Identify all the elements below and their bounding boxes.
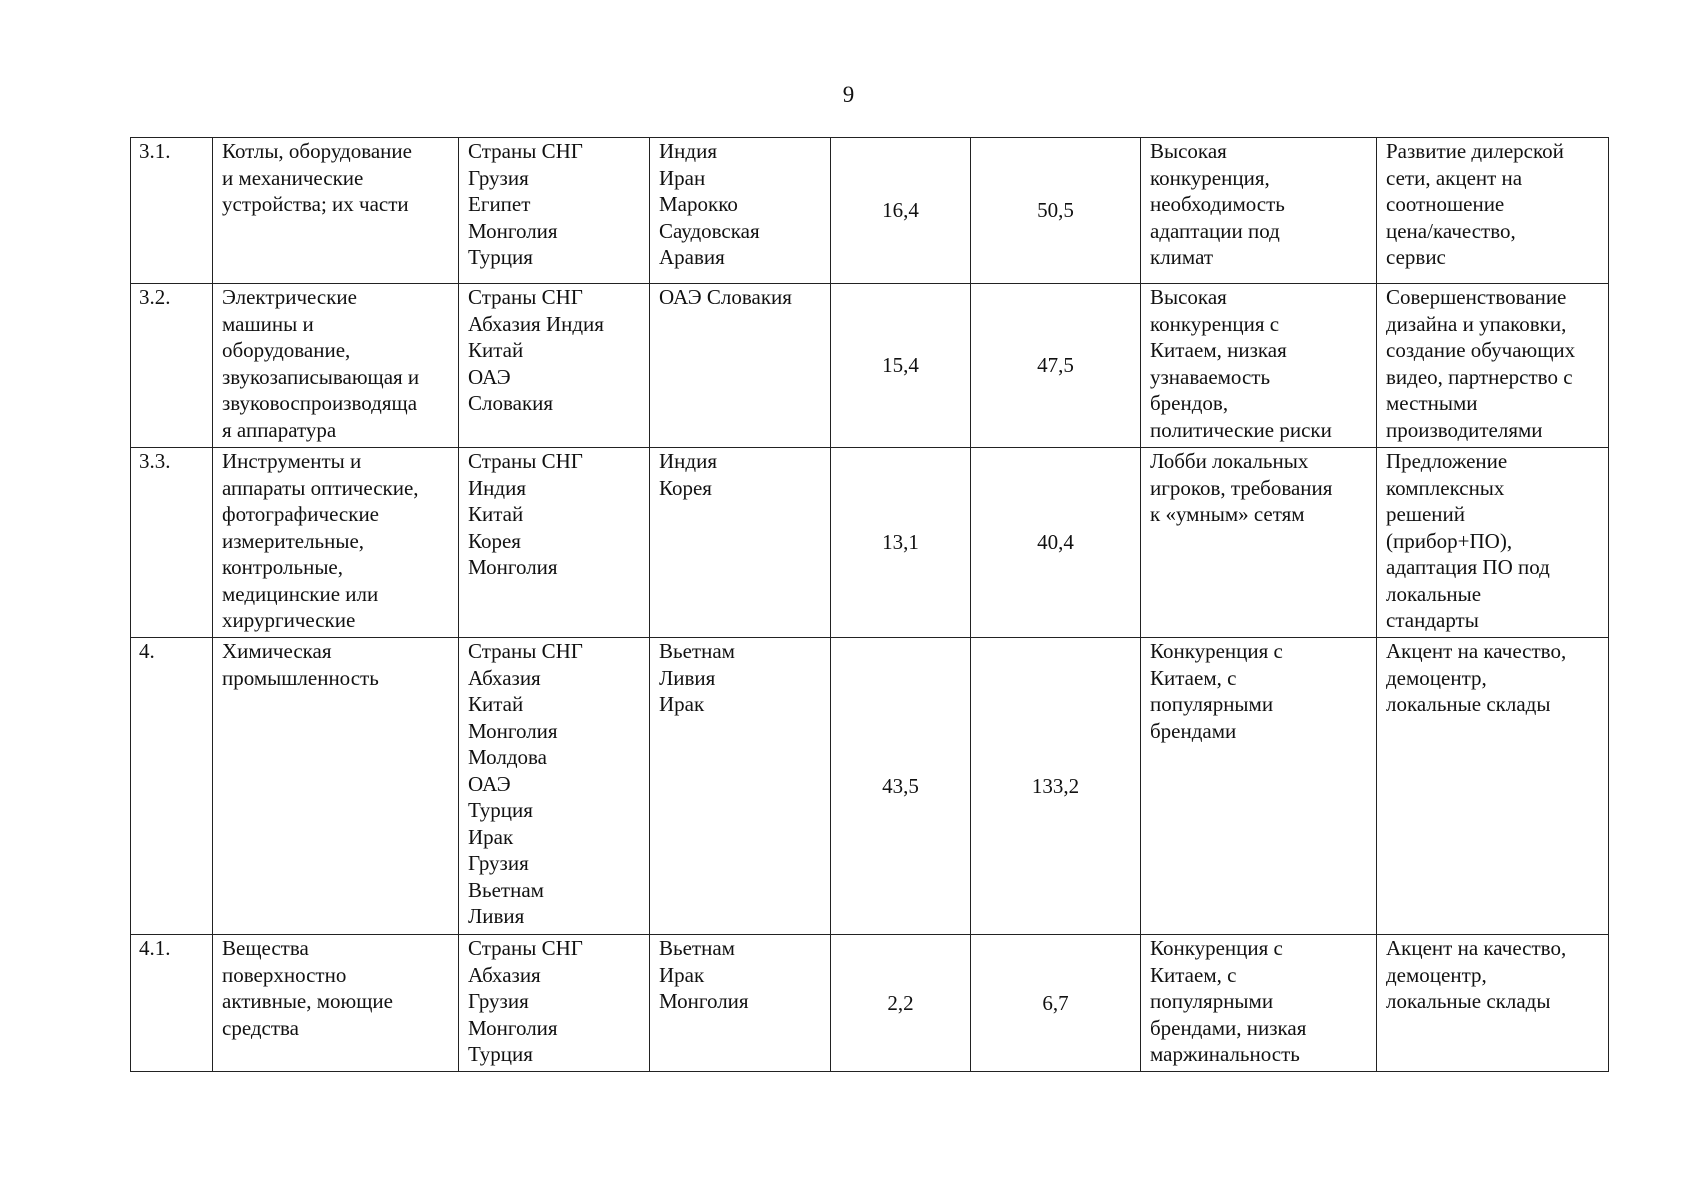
current-markets-cell — [459, 284, 650, 448]
cell-line: Турция — [468, 1042, 533, 1066]
measures-cell — [1377, 935, 1609, 1072]
cell-line: машины и — [222, 311, 314, 336]
cell-line: Химическая — [222, 639, 332, 663]
cell-line: к «умным» сетям — [1150, 502, 1305, 526]
cell-line: Вещества — [222, 936, 309, 960]
cell-line: решений — [1386, 502, 1466, 526]
cell-line: Грузия — [468, 851, 529, 875]
cell-line: создание обучающих — [1386, 338, 1576, 362]
prospective-markets-cell — [650, 935, 831, 1072]
row-number-cell: 3.3. — [131, 448, 213, 638]
cell-line: Корея — [468, 528, 521, 553]
cell-line: ОАЭ Словакия — [659, 285, 792, 309]
page-number: 9 — [842, 82, 855, 107]
risks-cell — [1141, 448, 1377, 638]
product-name-cell — [213, 284, 459, 448]
measures-cell — [1377, 638, 1609, 935]
cell-line: Конкуренция с — [1150, 936, 1283, 960]
cell-line: Инструменты и — [222, 449, 362, 473]
risks-cell — [1141, 935, 1377, 1072]
row-number-cell: 4. — [131, 638, 213, 935]
cell-line: Марокко — [659, 192, 738, 216]
cell-line: необходимость — [1150, 192, 1285, 216]
cell-line: Аравия — [659, 245, 725, 269]
cell-line: аппараты оптические, — [222, 475, 419, 500]
cell-line: Молдова — [468, 745, 547, 769]
product-name-cell — [213, 448, 459, 638]
cell-line: брендами, низкая — [1150, 1015, 1307, 1040]
cell-line: местными — [1386, 391, 1478, 415]
cell-line: Ирак — [659, 692, 705, 716]
current-markets-cell — [459, 138, 650, 284]
cell-line: брендами — [1150, 718, 1237, 743]
cell-line: Ливия — [659, 665, 716, 690]
cell-line: локальные склады — [1386, 692, 1551, 716]
cell-line: звуковоспроизводяща — [222, 391, 418, 415]
value-potential-cell: 47,5 — [971, 284, 1141, 448]
prospective-markets-cell — [650, 638, 831, 935]
prospective-markets-cell — [650, 284, 831, 448]
cell-line: Монголия — [659, 989, 749, 1013]
cell-line: Китаем, с — [1150, 665, 1237, 690]
measures-cell — [1377, 138, 1609, 284]
cell-line: маржинальность — [1150, 1042, 1300, 1066]
value-potential-cell: 50,5 — [971, 138, 1141, 284]
cell-line: брендов, — [1150, 391, 1229, 415]
cell-line: Страны СНГ — [468, 285, 583, 309]
risks-cell — [1141, 638, 1377, 935]
cell-line: Китаем, низкая — [1150, 338, 1287, 362]
value-potential-cell: 6,7 — [971, 935, 1141, 1072]
cell-line: устройства; их части — [222, 192, 409, 216]
cell-line: Электрические — [222, 285, 357, 309]
cell-line: Ливия — [468, 904, 525, 928]
cell-line: Развитие дилерской — [1386, 139, 1564, 163]
cell-line: средства — [222, 1015, 300, 1040]
cell-line: оборудование, — [222, 338, 351, 362]
cell-line: активные, моющие — [222, 989, 393, 1013]
value-current-cell: 43,5 — [831, 638, 971, 935]
cell-line: демоцентр, — [1386, 962, 1487, 987]
cell-line: Акцент на качество, — [1386, 639, 1567, 663]
cell-line: хирургические — [222, 608, 356, 632]
cell-line: Грузия — [468, 165, 529, 190]
value-potential-cell: 133,2 — [971, 638, 1141, 935]
table-row — [131, 284, 1609, 448]
table-row — [131, 935, 1609, 1072]
cell-line: медицинские или — [222, 581, 379, 606]
current-markets-cell — [459, 935, 650, 1072]
product-name-cell — [213, 638, 459, 935]
cell-line: Китай — [468, 338, 524, 362]
cell-line: Китаем, с — [1150, 962, 1237, 987]
cell-line: комплексных — [1386, 475, 1505, 500]
risks-cell — [1141, 138, 1377, 284]
cell-line: локальные склады — [1386, 989, 1551, 1013]
cell-line: Вьетнам — [659, 936, 735, 960]
table-row — [131, 448, 1609, 638]
cell-line: Конкуренция с — [1150, 639, 1283, 663]
cell-line: поверхностно — [222, 962, 347, 987]
cell-line: Лобби локальных — [1150, 449, 1309, 473]
cell-line: соотношение — [1386, 192, 1505, 216]
value-current-cell: 16,4 — [831, 138, 971, 284]
cell-line: стандарты — [1386, 608, 1479, 632]
cell-line: Индия — [659, 449, 717, 473]
row-number-cell: 3.2. — [131, 284, 213, 448]
prospective-markets-cell — [650, 448, 831, 638]
cell-line: Совершенствование — [1386, 285, 1567, 309]
current-markets-cell — [459, 638, 650, 935]
cell-line: Высокая — [1150, 285, 1227, 309]
cell-line: адаптация ПО под — [1386, 555, 1550, 579]
table-body — [131, 138, 1609, 1072]
cell-line: Ирак — [468, 824, 514, 849]
value-potential-cell: 40,4 — [971, 448, 1141, 638]
cell-line: Корея — [659, 475, 712, 500]
cell-line: игроков, требования — [1150, 475, 1333, 500]
cell-line: Страны СНГ — [468, 936, 583, 960]
cell-line: промышленность — [222, 665, 379, 690]
measures-cell — [1377, 448, 1609, 638]
cell-line: сети, акцент на — [1386, 165, 1523, 190]
cell-line: популярными — [1150, 989, 1274, 1013]
cell-line: Страны СНГ — [468, 449, 583, 473]
cell-line: цена/качество, — [1386, 218, 1516, 243]
cell-line: политические риски — [1150, 417, 1332, 442]
cell-line: Абхазия — [468, 665, 541, 690]
cell-line: Египет — [468, 192, 531, 216]
cell-line: Турция — [468, 798, 533, 822]
cell-line: демоцентр, — [1386, 665, 1487, 690]
cell-line: фотографические — [222, 502, 379, 526]
cell-line: Абхазия Индия — [468, 311, 604, 336]
cell-line: Вьетнам — [468, 877, 544, 902]
cell-line: измерительные, — [222, 528, 365, 553]
cell-line: Абхазия — [468, 962, 541, 987]
cell-line: Страны СНГ — [468, 639, 583, 663]
cell-line: и механические — [222, 165, 364, 190]
value-current-cell: 2,2 — [831, 935, 971, 1072]
cell-line: контрольные, — [222, 555, 344, 579]
export-table — [130, 137, 1609, 1072]
cell-line: ОАЭ — [468, 364, 511, 389]
cell-line: адаптации под — [1150, 218, 1280, 243]
cell-line: конкуренция, — [1150, 165, 1270, 190]
cell-line: звукозаписывающая и — [222, 364, 420, 389]
cell-line: Монголия — [468, 718, 558, 743]
risks-cell — [1141, 284, 1377, 448]
cell-line: Индия — [659, 139, 717, 163]
product-name-cell — [213, 935, 459, 1072]
cell-line: Вьетнам — [659, 639, 735, 663]
table-row — [131, 138, 1609, 284]
cell-line: Китай — [468, 692, 524, 716]
cell-line: Саудовская — [659, 218, 760, 243]
cell-line: дизайна и упаковки, — [1386, 311, 1567, 336]
cell-line: узнаваемость — [1150, 364, 1271, 389]
cell-line: Котлы, оборудование — [222, 139, 412, 163]
cell-line: Монголия — [468, 1015, 558, 1040]
value-current-cell: 15,4 — [831, 284, 971, 448]
cell-line: сервис — [1386, 245, 1446, 269]
cell-line: Словакия — [468, 391, 554, 415]
cell-line: Иран — [659, 165, 706, 190]
cell-line: (прибор+ПО), — [1386, 528, 1513, 553]
cell-line: Грузия — [468, 989, 529, 1013]
cell-line: локальные — [1386, 581, 1482, 606]
cell-line: я аппаратура — [222, 417, 337, 442]
cell-line: конкуренция с — [1150, 311, 1280, 336]
cell-line: Индия — [468, 475, 526, 500]
prospective-markets-cell — [650, 138, 831, 284]
table-row — [131, 638, 1609, 935]
cell-line: Китай — [468, 502, 524, 526]
row-number-cell: 3.1. — [131, 138, 213, 284]
product-name-cell — [213, 138, 459, 284]
cell-line: производителями — [1386, 417, 1543, 442]
cell-line: Акцент на качество, — [1386, 936, 1567, 960]
value-current-cell: 13,1 — [831, 448, 971, 638]
cell-line: ОАЭ — [468, 771, 511, 796]
cell-line: климат — [1150, 245, 1214, 269]
cell-line: Монголия — [468, 555, 558, 579]
row-number-cell: 4.1. — [131, 935, 213, 1072]
cell-line: Страны СНГ — [468, 139, 583, 163]
cell-line: Высокая — [1150, 139, 1227, 163]
measures-cell — [1377, 284, 1609, 448]
cell-line: Турция — [468, 245, 533, 269]
cell-line: Монголия — [468, 218, 558, 243]
current-markets-cell — [459, 448, 650, 638]
cell-line: популярными — [1150, 692, 1274, 716]
cell-line: Ирак — [659, 962, 705, 987]
cell-line: видео, партнерство с — [1386, 364, 1573, 389]
cell-line: Предложение — [1386, 449, 1508, 473]
